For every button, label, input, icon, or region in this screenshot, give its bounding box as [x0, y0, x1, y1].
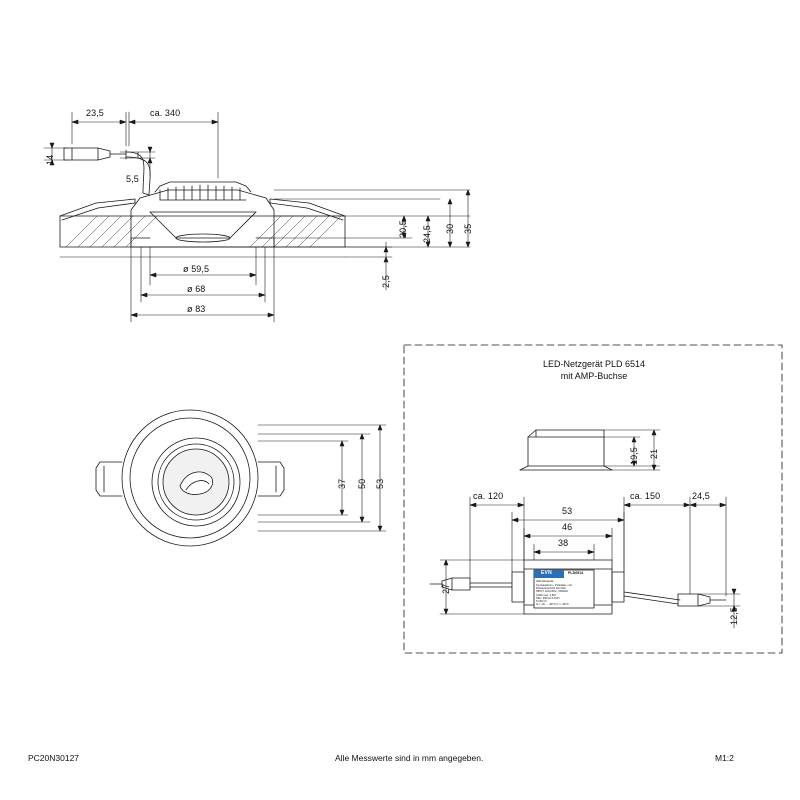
dim-label-340: ca. 340 [150, 108, 181, 118]
dim-label-14: 14 [45, 154, 55, 165]
dim-label-27: 27 [441, 583, 451, 594]
driver-spec-line-2: Phasenanschnitt dimmbar [536, 587, 566, 591]
dim-label-12-5: 12,5 [729, 607, 739, 625]
driver-title-line1: LED-Netzgerät PLD 6514 [542, 359, 646, 369]
driver-spec-block [536, 584, 580, 606]
driver-title [444, 358, 744, 382]
dim-label-30: 30 [445, 223, 455, 234]
driver-spec-line-3: INPUT: 220-240V~ 50/60Hz [536, 590, 569, 594]
dim-label-cable-in: ca. 120 [473, 491, 504, 501]
luminaire-section [131, 182, 274, 247]
mounting-springs [60, 199, 345, 220]
driver-spec-line-7: ta = -20 ... +50°C tc = +60°C [536, 603, 569, 607]
dim-depths [274, 190, 470, 247]
dim-label-cable-out: ca. 150 [630, 491, 661, 501]
amp-plug [64, 148, 126, 160]
dim-label-50: 50 [357, 478, 367, 489]
driver-side-view [520, 430, 612, 470]
dim-label-24-5-plug: 24,5 [692, 491, 710, 501]
dim-label-diam-83: ø 83 [187, 304, 206, 314]
driver-spec-line-6: 5 VDC III [536, 600, 547, 604]
driver-spec-line-5: SEC: 350mA 6-15V= [536, 596, 561, 600]
dim-label-24-5: 24,5 [422, 225, 432, 243]
dim-label-46-body: 46 [562, 522, 573, 532]
driver-spec-line-4: 0,06A max. 4,5W [536, 593, 556, 597]
footer-note: Alle Messwerte sind in mm angegeben. [335, 753, 484, 763]
dim-label-2-5: 2,5 [381, 275, 391, 288]
dim-label-21: 21 [649, 448, 659, 459]
dim-2-5 [60, 242, 392, 290]
dim-label-diam-68: ø 68 [187, 284, 206, 294]
dim-label-19-5: 19,5 [629, 447, 639, 465]
driver-title-line2: mit AMP-Buchse [560, 371, 628, 381]
dim-label-37: 37 [337, 478, 347, 489]
dim-label-20-5: 20,5 [398, 220, 408, 238]
dim-label-35: 35 [463, 223, 473, 234]
front-view [96, 410, 284, 546]
dim-340 [129, 112, 218, 178]
dim-label-38-body: 38 [558, 538, 569, 548]
driver-spec-line-1: Konstantstrom-, Polaritäts- und [536, 584, 572, 587]
footer-scale: M1:2 [715, 753, 734, 763]
dim-5-5 [120, 147, 155, 176]
driver-type-line: LED-Netzgerät [536, 580, 554, 583]
driver-model: PLD6514 [568, 571, 584, 575]
dim-label-53-body: 53 [562, 506, 573, 516]
dim-label-53: 53 [375, 478, 385, 489]
dim-label-diam-59-5: ø 59,5 [183, 264, 210, 274]
dim-label-5-5: 5,5 [126, 174, 139, 184]
driver-brand: EVN [541, 570, 552, 576]
dim-label-23-5: 23,5 [86, 108, 104, 118]
footer-article-code: PC20N30127 [28, 753, 80, 763]
